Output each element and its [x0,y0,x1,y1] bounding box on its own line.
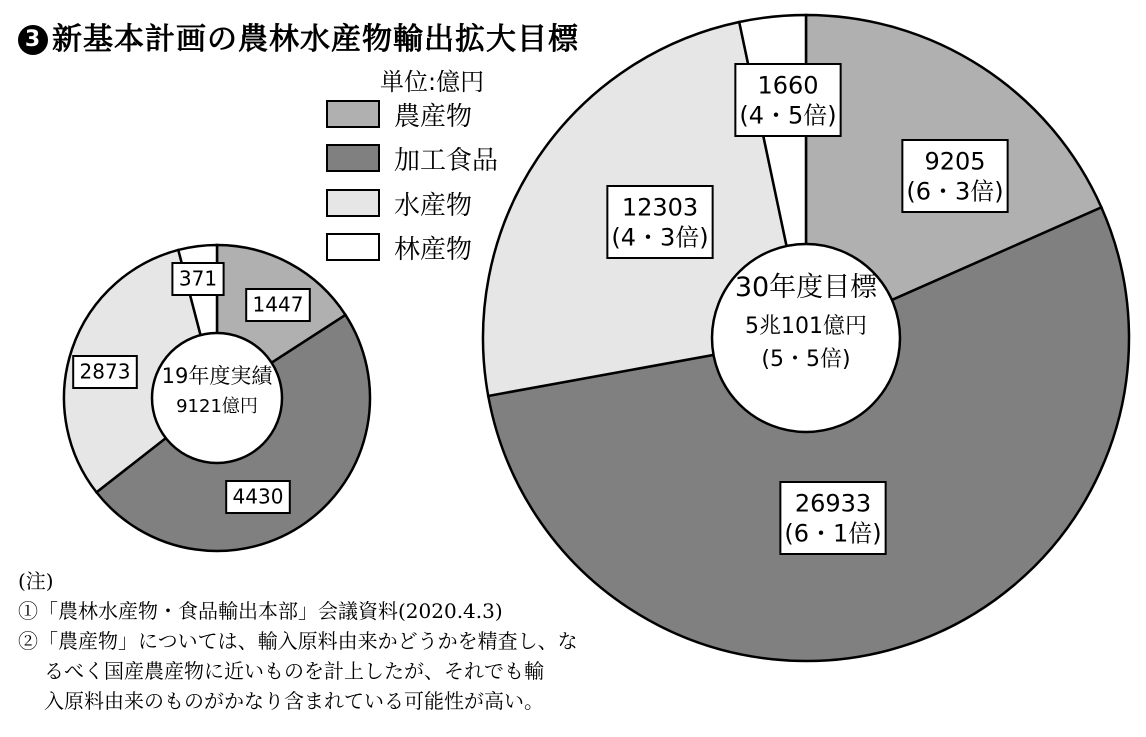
pie2-data-label-fishery-line-1: 12303 [621,193,699,222]
pie1-data-label-forestry-line-1: 371 [178,266,218,291]
pie2-data-label-processed-line-1: 26933 [794,489,872,518]
pie2-data-label-processed-line-2: (6・1倍) [784,519,882,548]
note-2-line-2: るべく国産農産物に近いものを計上したが、それでも輸 [44,659,544,683]
legend-label-processed: 加工食品 [394,146,499,176]
pie1-data-label-processed-line-1: 4430 [232,484,284,509]
pie1-center-label-1: 19年度実績 [161,364,273,388]
pie2-center-label-1: 30年度目標 [734,272,878,303]
title-number-badge: 3 [18,25,48,55]
unit-label: 単位:億円 [380,68,485,96]
pie2-data-label-farm-line-1: 9205 [924,147,986,176]
title-text: 新基本計画の農林水産物輸出拡大目標 [52,22,579,57]
pie2-center-label-3: (5・5倍) [761,347,851,372]
notes [18,566,578,716]
pie2-center-label-2: 5兆101億円 [745,314,867,339]
note-1: ①「農林水産物・食品輸出本部」会議資料(2020.4.3) [18,599,503,623]
pie2-data-label-fishery-line-2: (4・3倍) [611,223,709,252]
notes-heading: (注) [18,569,54,593]
pie2-data-label-forestry-line-2: (4・5倍) [739,101,837,130]
pie1-center-label-2: 9121億円 [176,396,258,417]
legend-label-fishery: 水産物 [394,191,473,221]
pie2-data-label-farm-line-2: (6・3倍) [906,177,1004,206]
legend-label-forestry: 林産物 [394,235,473,265]
pie2-data-label-forestry-line-1: 1660 [757,71,819,100]
pie1-data-label-farm-line-1: 1447 [252,292,304,317]
note-2-line-1: ②「農産物」については、輸入原料由来かどうかを精査し、な [18,629,578,653]
note-2-line-3: 入原料由来のものがかなり含まれている可能性が高い。 [44,689,544,713]
pie1-data-label-fishery-line-1: 2873 [79,359,131,384]
legend-label-farm: 農産物 [394,102,473,132]
